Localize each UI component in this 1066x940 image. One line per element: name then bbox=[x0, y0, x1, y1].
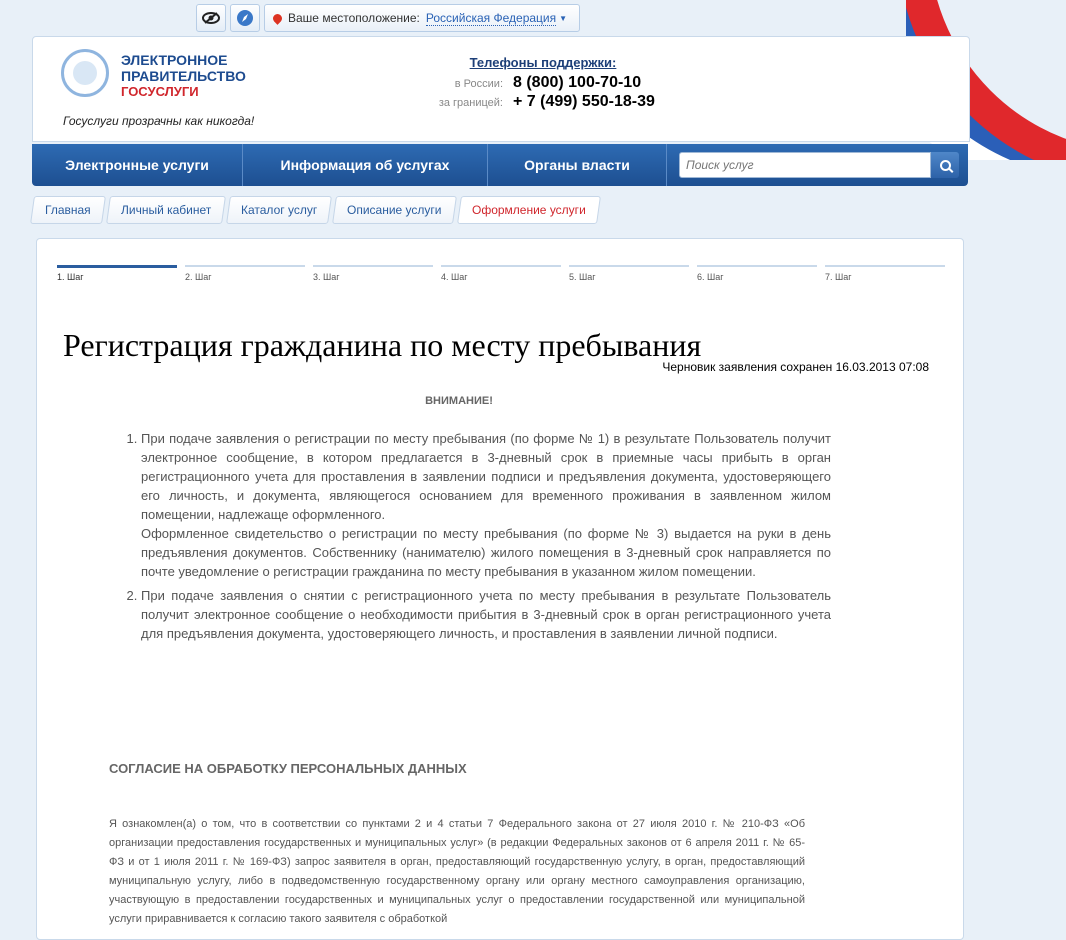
step-progress bbox=[57, 265, 945, 282]
main-nav bbox=[32, 144, 968, 186]
search-icon bbox=[940, 160, 951, 171]
list-item bbox=[141, 429, 831, 581]
breadcrumb-home[interactable] bbox=[30, 196, 106, 224]
phone-abroad: + 7 (499) 550-18-39 bbox=[513, 93, 655, 110]
list-item bbox=[141, 586, 831, 643]
breadcrumb-label: Главная bbox=[45, 203, 91, 217]
step-3: 3. Шаг bbox=[313, 265, 433, 282]
rule-2-text: 2. При подаче заявления о снятии с регистрационного учета по месту пребывания в результате Пользователь получит электронное сообщение о необходимости прибытия в 3-дневный срок в орган регистрационного учета для предъявления документа, удостоверяющего личность, и проставления в заявлении личной подписи. bbox=[141, 588, 831, 641]
compass-icon[interactable] bbox=[230, 4, 260, 32]
step-6: 6. Шаг bbox=[697, 265, 817, 282]
step-4: 4. Шаг bbox=[441, 265, 561, 282]
support-title-colon: : bbox=[612, 55, 617, 70]
chevron-down-icon: ▼ bbox=[559, 13, 568, 23]
breadcrumb-label: Личный кабинет bbox=[120, 203, 211, 217]
step-5: 5. Шаг bbox=[569, 265, 689, 282]
step-7: 7. Шаг bbox=[825, 265, 945, 282]
logo-text[interactable] bbox=[121, 52, 246, 100]
location-value-link[interactable]: Российская Федерация bbox=[425, 10, 557, 25]
page-title: Регистрация гражданина по месту пребывания bbox=[63, 327, 702, 363]
step-1[interactable]: 1. Шаг bbox=[57, 265, 177, 282]
slogan: Госуслуги прозрачны как никогда! bbox=[63, 114, 255, 128]
location-selector[interactable] bbox=[264, 4, 580, 32]
rule-1-paragraph-2: Оформленное свидетельство о регистрации по месту пребывания (по форме № 3) выдается на руки в день предъявления документов. Собственнику (нанимателю) жилого помещения в 3-дневный срок направляется по почте уведомление о регистрации гражданина по месту пребывания в указанном жилом помещении. bbox=[141, 526, 831, 579]
location-pin-icon bbox=[271, 12, 284, 25]
breadcrumb-catalog[interactable] bbox=[226, 196, 332, 224]
breadcrumb-current bbox=[457, 196, 601, 224]
step-2: 2. Шаг bbox=[185, 265, 305, 282]
breadcrumb-label: Каталог услуг bbox=[240, 203, 318, 217]
breadcrumb-cabinet[interactable] bbox=[106, 196, 226, 224]
support-title-wrap bbox=[423, 55, 663, 70]
phone-ru: 8 (800) 100-70-10 bbox=[513, 74, 642, 91]
search-input[interactable] bbox=[679, 152, 931, 178]
phone-ru-label: в России: bbox=[454, 78, 503, 90]
top-bar bbox=[196, 4, 580, 30]
rule-1-paragraph-1: 1. При подаче заявления о регистрации по месту пребывания (по форме № 1) в результате Пользователь получит электронное сообщение, в котором предлагается в 3-дневный срок в приемные часы прибыть в орган регистрационного учета для проставления в заявлении подписи и предъявления документа, удостоверяющего его личность, и документа, являющегося основанием для временного проживания в заявленном жилом помещении, надлежаще оформленного. bbox=[141, 431, 831, 522]
breadcrumb-label: Оформление услуги bbox=[471, 203, 586, 217]
phone-abroad-label: за границей: bbox=[438, 97, 503, 109]
search-button[interactable] bbox=[931, 152, 959, 178]
logo-line-1: ЭЛЕКТРОННОЕ bbox=[121, 52, 228, 68]
logo-line-3: ГОСУСЛУГИ bbox=[121, 84, 199, 99]
breadcrumb-label: Описание услуги bbox=[347, 203, 442, 217]
main-content bbox=[36, 238, 964, 940]
breadcrumb-description[interactable] bbox=[332, 196, 456, 224]
support-title-link[interactable]: Телефоны поддержки bbox=[469, 55, 613, 70]
gosuslugi-logo-icon[interactable] bbox=[61, 49, 113, 101]
accessibility-eye-icon[interactable] bbox=[196, 4, 226, 32]
nav-authorities[interactable]: Органы власти bbox=[488, 144, 667, 186]
consent-text: Я ознакомлен(а) о том, что в соответствии со пунктами 2 и 4 статьи 7 Федерального закона от 27 июля 2010 г. № 210-ФЗ «Об организации предоставления государственных и муниципальных услуг» (в редакции Федеральных законов от 6 апреля 2011 г. № 65-ФЗ и от 1 июля 2011 г. № 169-ФЗ) запрос заявителя в орган, предоставляющий государственную услугу, в орган, предоставляющий муниципальную услугу, либо в подведомственную государственному органу или органу местного самоуправления организацию, участвующую в предоставлении государственных и муниципальных услуг о предоставлении государственной или муниципальной услуги приравнивается к согласию такого заявителя с обработкой bbox=[109, 818, 805, 925]
draft-status: Черновик заявления сохранен 16.03.2013 07:08 bbox=[662, 360, 929, 374]
search-box bbox=[679, 152, 961, 178]
rules-list bbox=[107, 429, 831, 648]
nav-services-info[interactable]: Информация об услугах bbox=[243, 144, 488, 186]
location-label: Ваше местоположение: bbox=[288, 11, 420, 25]
site-header bbox=[32, 36, 970, 142]
support-phones bbox=[383, 55, 663, 112]
logo-line-2: ПРАВИТЕЛЬСТВО bbox=[121, 68, 246, 84]
nav-electronic-services[interactable]: Электронные услуги bbox=[32, 144, 243, 186]
consent-title: СОГЛАСИЕ НА ОБРАБОТКУ ПЕРСОНАЛЬНЫХ ДАННЫХ bbox=[109, 761, 467, 776]
attention-heading: ВНИМАНИЕ! bbox=[425, 395, 493, 407]
breadcrumb bbox=[32, 196, 598, 224]
